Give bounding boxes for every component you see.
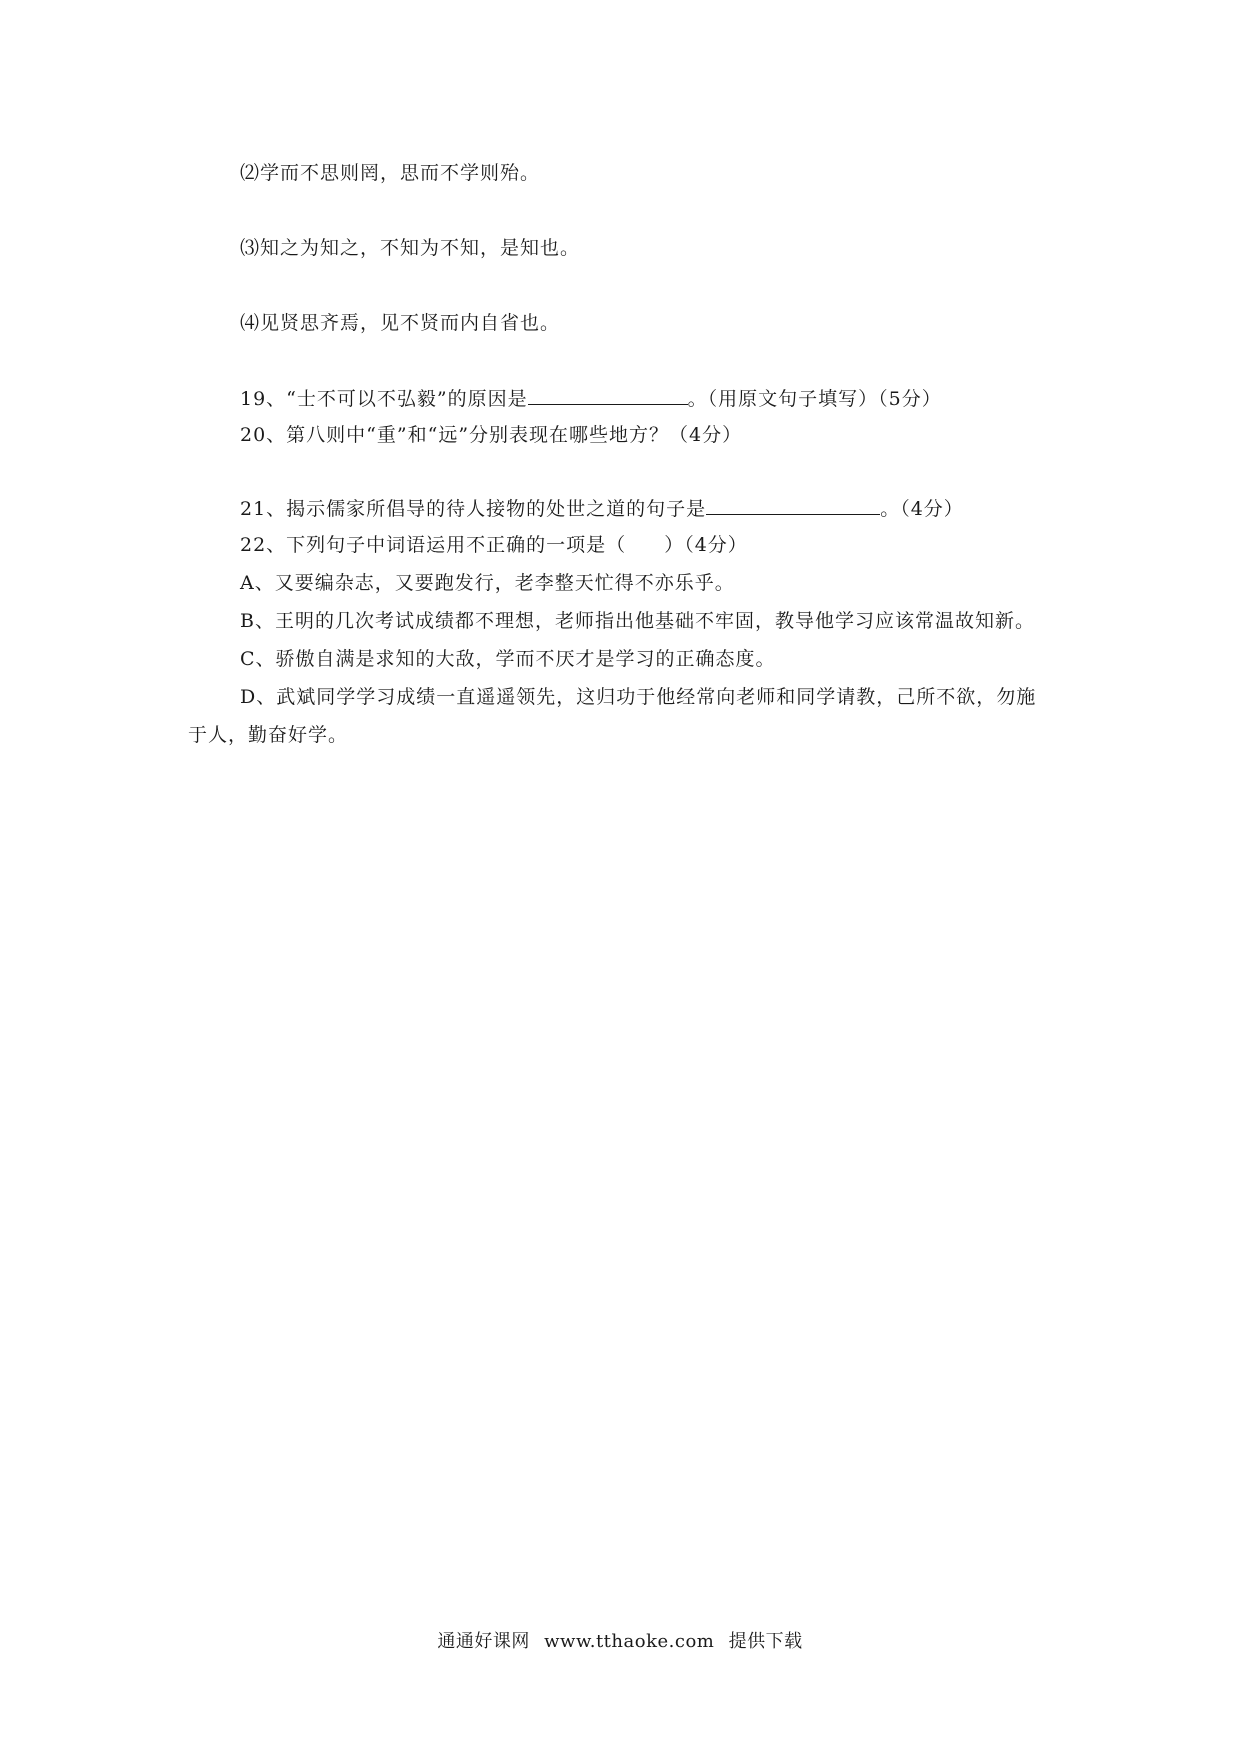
- question-21-prefix: 21、揭示儒家所倡导的待人接物的处世之道的句子是: [240, 498, 707, 520]
- answer-blank-21[interactable]: [706, 496, 880, 515]
- item-18-3: ⑶知之为知之，不知为不知，是知也。: [240, 237, 581, 259]
- footer-site-name: 通通好课网: [437, 1631, 530, 1652]
- item-18-4: ⑷见贤思齐焉，见不贤而内自省也。: [240, 312, 561, 334]
- question-22: [240, 532, 748, 558]
- footer-url[interactable]: www.tthaoke.com: [544, 1631, 715, 1652]
- question-22-suffix: ）（4分）: [664, 534, 748, 556]
- question-21: [240, 496, 964, 522]
- question-20: 20、第八则中“重”和“远”分别表现在哪些地方？（4分）: [240, 424, 743, 446]
- footer-note: 提供下载: [728, 1631, 803, 1652]
- item-18-2: ⑵学而不思则罔，思而不学则殆。: [240, 162, 541, 184]
- option-b: B、王明的几次考试成绩都不理想，老师指出他基础不牢固，教导他学习应该常温故知新。: [240, 610, 1035, 632]
- option-c: C、骄傲自满是求知的大敌，学而不厌才是学习的正确态度。: [240, 648, 776, 670]
- option-d-line-1: D、武斌同学学习成绩一直遥遥领先，这归功于他经常向老师和同学请教，己所不欲，勿施: [240, 686, 1037, 708]
- option-a: A、又要编杂志，又要跑发行，老李整天忙得不亦乐乎。: [240, 572, 735, 594]
- question-21-suffix: 。（4分）: [880, 498, 964, 520]
- question-19: [240, 386, 942, 412]
- question-19-suffix: 。（用原文句子填写）（5分）: [687, 388, 942, 410]
- question-19-prefix: 19、“士不可以不弘毅”的原因是: [240, 388, 528, 410]
- question-22-prefix: 22、下列句子中词语运用不正确的一项是（: [240, 534, 627, 556]
- option-d-line-2: 于人，勤奋好学。: [188, 724, 349, 746]
- answer-blank-19[interactable]: [528, 386, 688, 405]
- page-footer: [0, 1630, 1240, 1654]
